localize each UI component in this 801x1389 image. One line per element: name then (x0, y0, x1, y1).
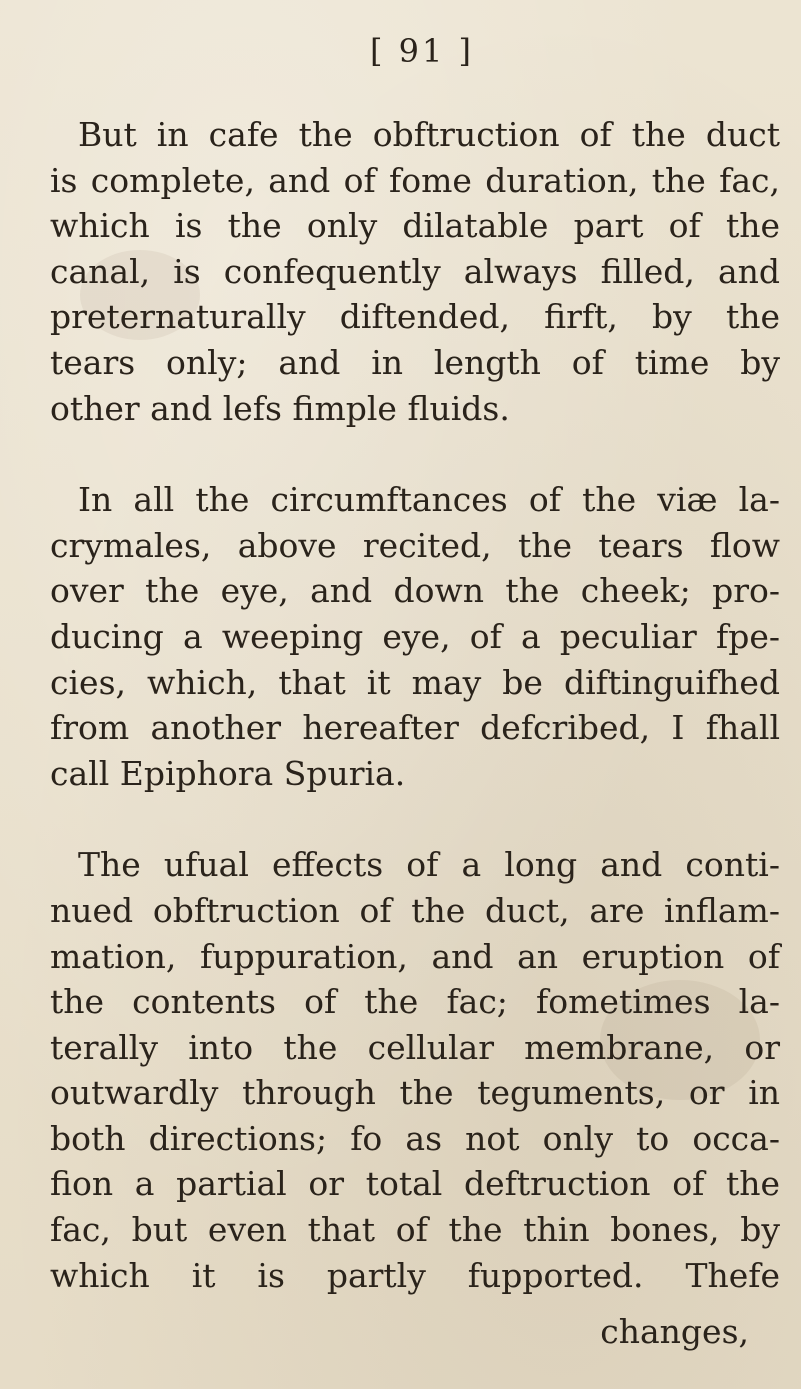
text-line: tears only; and in length of time by (50, 342, 780, 382)
text-line: both directions; fo as not only to occa- (50, 1118, 780, 1158)
text-line: fion a partial or total deftruction of the (50, 1164, 780, 1204)
body-text (50, 112, 780, 1298)
text-line: cies, which, that it may be diftinguifhed (50, 662, 780, 702)
text-line: terally into the cellular membrane, or (50, 1027, 780, 1067)
text-line: fac, but even that of the thin bones, by (50, 1210, 780, 1250)
text-line: which is the only dilatable part of the (50, 206, 780, 246)
text-line: canal, is confequently always filled, and (50, 251, 780, 291)
text-line: from another hereafter defcribed, I fhall (50, 708, 780, 748)
text-line: mation, fuppuration, and an eruption of (50, 936, 780, 976)
text-line: But in cafe the obftruction of the duct (78, 115, 780, 154)
text-line: ducing a weeping eye, of a peculiar fpe- (50, 616, 780, 656)
text-line: over the eye, and down the cheek; pro- (50, 571, 780, 611)
text-line: crymales, above recited, the tears flow (50, 525, 780, 565)
text-line: other and lefs fimple fluids. (50, 388, 510, 428)
text-line: which it is partly fupported. Thefe (50, 1255, 780, 1295)
text-line: preternaturally diftended, firft, by the (50, 297, 780, 337)
text-line: The ufual effects of a long and conti- (78, 845, 780, 885)
text-line: the contents of the fac; fometimes la- (50, 982, 780, 1022)
paragraph-2 (50, 477, 780, 796)
text-line: is complete, and of fome duration, the fac, (50, 160, 780, 200)
paragraph-3 (50, 842, 780, 1298)
paragraph-1 (50, 112, 780, 431)
catchword: changes, (600, 1312, 749, 1351)
text-line: nued obftruction of the duct, are inflam- (50, 890, 780, 930)
text-line: call Epiphora Spuria. (50, 753, 406, 793)
text-line: outwardly through the teguments, or in (50, 1073, 780, 1113)
page-number: [ 91 ] (370, 32, 475, 70)
text-line: In all the circumftances of the viæ la- (78, 480, 780, 520)
